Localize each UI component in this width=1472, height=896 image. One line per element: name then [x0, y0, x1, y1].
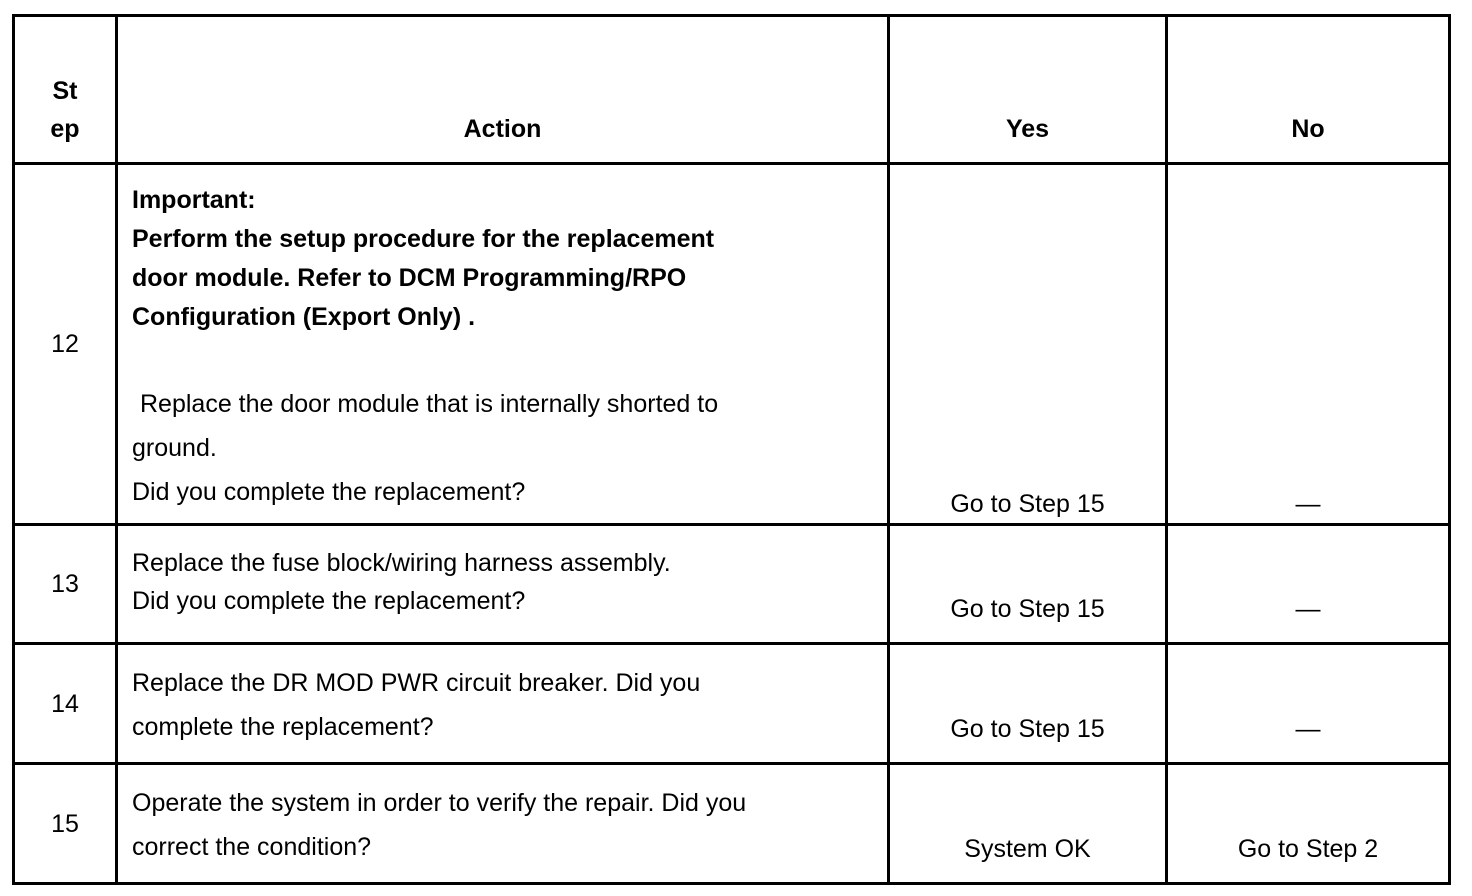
instruction-line: Replace the DR MOD PWR circuit breaker. Did you	[132, 669, 701, 697]
no-cell: —	[1167, 525, 1450, 644]
instruction-line: complete the replacement?	[132, 713, 434, 741]
table-row	[14, 644, 1450, 764]
instruction-line: Replace the fuse block/wiring harness assembly.	[132, 549, 671, 577]
action-cell	[117, 764, 889, 884]
instruction-line: Replace the door module that is internally shorted to	[140, 390, 719, 418]
step-number: 12	[14, 164, 117, 525]
header-step-line1: St	[52, 77, 78, 105]
header-step	[14, 16, 117, 164]
important-text-line: door module. Refer to DCM Programming/RPO	[132, 264, 687, 292]
instruction-line: ground.	[132, 434, 217, 462]
yes-cell: Go to Step 15	[889, 164, 1167, 525]
no-cell: Go to Step 2	[1167, 764, 1450, 884]
header-yes: Yes	[889, 16, 1167, 164]
instruction-line: Operate the system in order to verify the repair. Did you	[132, 789, 747, 817]
step-number: 15	[14, 764, 117, 884]
no-cell: —	[1167, 644, 1450, 764]
instruction-line: correct the condition?	[132, 833, 372, 861]
table-row	[14, 525, 1450, 644]
important-text-line: Perform the setup procedure for the replacement	[132, 225, 715, 253]
table-row	[14, 764, 1450, 884]
action-cell	[117, 525, 889, 644]
important-text-line: Configuration (Export Only) .	[132, 303, 476, 331]
important-label: Important:	[132, 186, 256, 214]
diagnostic-steps-table	[12, 14, 1451, 885]
step-number: 14	[14, 644, 117, 764]
action-cell	[117, 644, 889, 764]
action-cell	[117, 164, 889, 525]
header-no: No	[1167, 16, 1450, 164]
yes-cell: Go to Step 15	[889, 644, 1167, 764]
important-note	[132, 181, 873, 337]
header-action: Action	[117, 16, 889, 164]
header-row	[14, 16, 1450, 164]
header-step-line2: ep	[50, 115, 80, 143]
table-row	[14, 164, 1450, 525]
no-cell: —	[1167, 164, 1450, 525]
yes-cell: System OK	[889, 764, 1167, 884]
question-text: Did you complete the replacement?	[132, 478, 526, 506]
yes-cell: Go to Step 15	[889, 525, 1167, 644]
question-text: Did you complete the replacement?	[132, 587, 526, 615]
step-number: 13	[14, 525, 117, 644]
